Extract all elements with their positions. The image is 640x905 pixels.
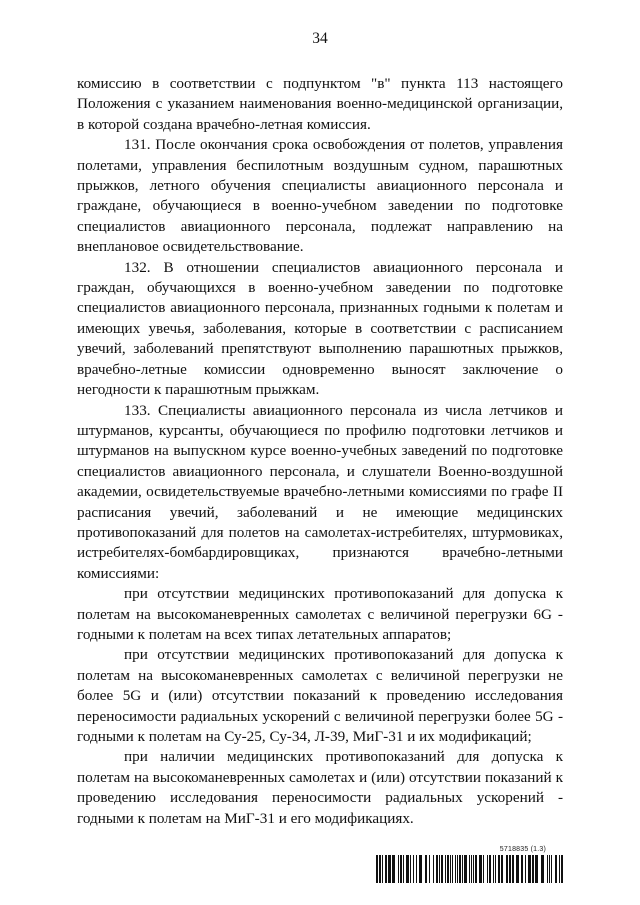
barcode-icon [376, 855, 564, 883]
paragraph-case-1: при отсутствии медицинских противопоказаний для допуска к полетам на высокоманевренных самолетах с величиной перегрузки 6G - годными к полетам на всех типах летательных аппаратов; [77, 585, 563, 643]
paragraph-133: 133. Специалисты авиационного персонала из числа летчиков и штурманов, курсанты, обучающиеся по профилю подготовки летчиков и штурманов на выпускном курсе военно-учебных заведений по подготовке специалистов авиационного персонала, и слушатели Военно-воздушной академии, освидетельствуемые врачебно-летными комиссиями по графе II расписания увечий, заболеваний и не имеющие медицинских противопоказаний для полетов на самолетах-истребителях, штурмовиках, истребителях-бомбардировщиках, признаются врачебно-летными комиссиями: [77, 401, 563, 582]
page-number: 34 [312, 30, 328, 47]
paragraph-132: 132. В отношении специалистов авиационного персонала и граждан, обучающихся в военно-учебном заведении по подготовке специалистов авиационного персонала, признанных годными к полетам и имеющих увечья, заболевания, которые в соответствии с расписанием увечий, заболеваний препятствуют выполнению парашютных прыжков, врачебно-летные комиссии одновременно выносят заключение о негодности к парашютным прыжкам. [77, 258, 563, 399]
paragraph-case-2: при отсутствии медицинских противопоказаний для допуска к полетам на высокоманевренных самолетах с величиной перегрузки не более 5G и (или) отсутствии показаний к проведению исследования переносимости радиальных ускорений с величиной перегрузки более 5G - годными к полетам на Су-25, Су-34, Л-39, МиГ-31 и их модификаций; [77, 646, 563, 745]
barcode [376, 846, 564, 884]
paragraph-131: 131. После окончания срока освобождения от полетов, управления полетами, управления беспилотным воздушным судном, парашютных прыжков, летного обучения специалисты авиационного персонала и граждане, обучающиеся в военно-учебном заведении по подготовке специалистов авиационного персонала, подлежат направлению на внеплановое освидетельствование. [77, 136, 563, 256]
paragraph-case-3: при наличии медицинских противопоказаний для допуска к полетам на высокоманевренных самолетах и (или) отсутствии показаний к проведению исследования переносимости радиальных ускорений - годными к полетам на МиГ-31 и его модификациях. [77, 748, 563, 827]
paragraph-continuation: комиссию в соответствии с подпунктом "в" пункта 113 настоящего Положения с указанием наименования военно-медицинской организации, в которой создана врачебно-летная комиссия. [77, 75, 563, 133]
document-body [77, 74, 563, 829]
barcode-number: 5718835 (1.3) [499, 846, 546, 853]
